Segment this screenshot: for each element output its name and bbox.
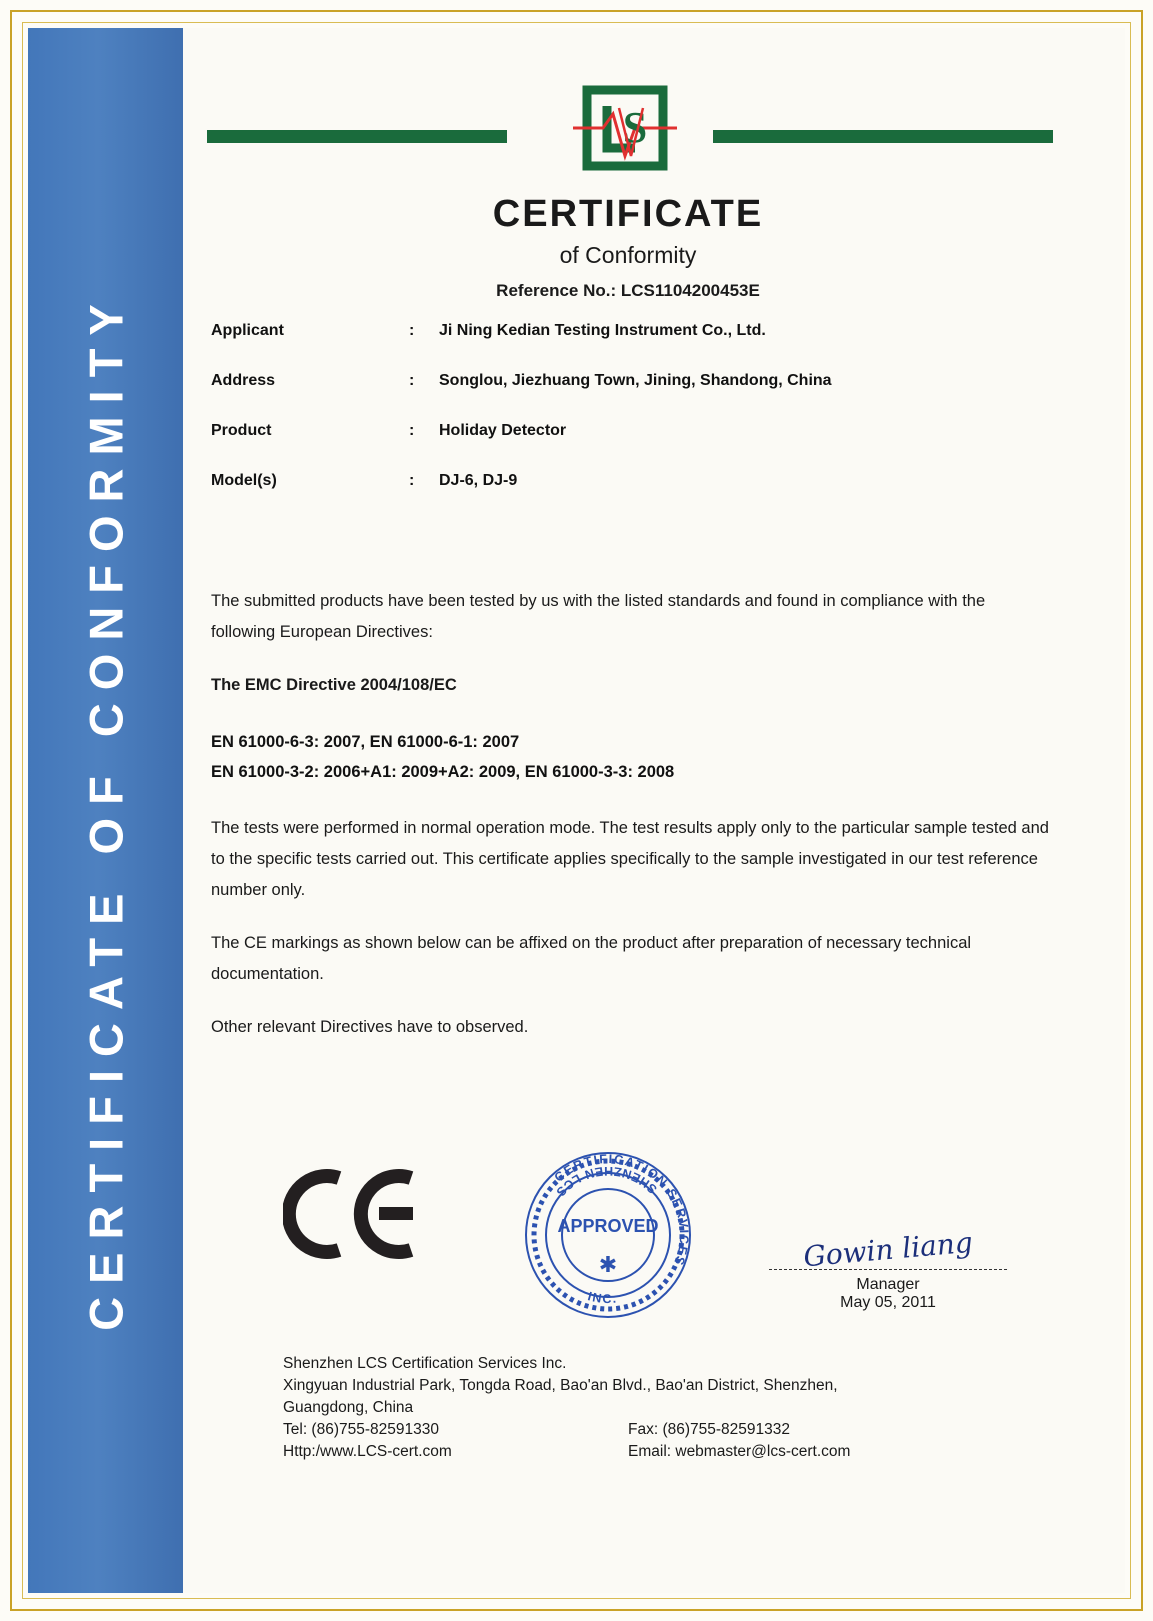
ce-mark-icon bbox=[283, 1166, 413, 1256]
other-paragraph: Other relevant Directives have to observed. bbox=[211, 1018, 529, 1036]
logo-row bbox=[183, 78, 1125, 198]
field-label-applicant: Applicant bbox=[211, 322, 284, 339]
footer-fax: Fax: (86)755-82591332 bbox=[628, 1421, 791, 1438]
svg-text:APPROVED: APPROVED bbox=[557, 1216, 659, 1236]
field-row bbox=[211, 472, 1051, 490]
standards-block bbox=[211, 727, 1051, 787]
svg-text:SHENZHEN LCS: SHENZHEN LCS bbox=[552, 1163, 660, 1201]
signature-area bbox=[763, 1225, 1013, 1312]
side-band-text: CERTIFICATE OF CONFORMITY bbox=[79, 290, 132, 1331]
lcs-logo-icon bbox=[573, 84, 677, 188]
field-separator: : bbox=[409, 322, 415, 339]
svg-text:CERTIFICATION SERVICES: CERTIFICATION SERVICES bbox=[551, 1151, 692, 1269]
title-block bbox=[183, 193, 1073, 301]
footer-company: Shenzhen LCS Certification Services Inc. bbox=[283, 1355, 567, 1372]
certificate-content bbox=[183, 28, 1125, 1593]
field-label-address: Address bbox=[211, 372, 276, 389]
svg-text:✱: ✱ bbox=[598, 1252, 618, 1277]
signature-role: Manager bbox=[856, 1276, 920, 1293]
footer-web-row bbox=[283, 1441, 1073, 1463]
footer-http[interactable]: Http:/www.LCS-cert.com bbox=[283, 1443, 452, 1460]
svg-text:INC.: INC. bbox=[586, 1289, 619, 1307]
footer-address-line2: Guangdong, China bbox=[283, 1399, 414, 1416]
field-separator: : bbox=[409, 422, 415, 439]
field-value-applicant: Ji Ning Kedian Testing Instrument Co., Ltd. bbox=[439, 322, 766, 339]
footer-address-line1: Xingyuan Industrial Park, Tongda Road, Bao'an Blvd., Bao'an District, Shenzhen, bbox=[283, 1377, 838, 1394]
svg-text:S: S bbox=[622, 103, 648, 152]
marks-area bbox=[183, 1128, 1073, 1378]
field-separator: : bbox=[409, 372, 415, 389]
approval-stamp bbox=[513, 1140, 703, 1330]
footer-tel: Tel: (86)755-82591330 bbox=[283, 1421, 439, 1438]
footer-contact-row bbox=[283, 1419, 1073, 1441]
field-value-models: DJ-6, DJ-9 bbox=[439, 472, 518, 489]
footer-email[interactable]: Email: webmaster@lcs-cert.com bbox=[628, 1443, 851, 1460]
signature-date: May 05, 2011 bbox=[840, 1294, 936, 1311]
side-band bbox=[28, 28, 183, 1593]
body-block bbox=[211, 586, 1051, 1065]
field-row bbox=[211, 422, 1051, 440]
marking-paragraph: The CE markings as shown below can be affixed on the product after preparation of necessary technical documentation. bbox=[211, 934, 972, 983]
footer bbox=[283, 1353, 1073, 1463]
field-label-models: Model(s) bbox=[211, 472, 277, 489]
green-rule-left bbox=[207, 130, 507, 143]
reference-number: Reference No.: LCS1104200453E bbox=[496, 281, 760, 300]
standard-line: EN 61000-3-2: 2006+A1: 2009+A2: 2009, EN 61000-3-3: 2008 bbox=[211, 763, 675, 781]
directive-line: The EMC Directive 2004/108/EC bbox=[211, 676, 457, 694]
page-title: CERTIFICATE bbox=[492, 193, 764, 235]
field-separator: : bbox=[409, 472, 415, 489]
green-rule-right bbox=[713, 130, 1053, 143]
field-row bbox=[211, 372, 1051, 390]
intro-paragraph: The submitted products have been tested by us with the listed standards and found in compliance with the following European Directives: bbox=[211, 592, 986, 641]
field-label-product: Product bbox=[211, 422, 272, 439]
field-value-product: Holiday Detector bbox=[439, 422, 567, 439]
field-row bbox=[211, 322, 1051, 340]
page-subtitle: of Conformity bbox=[559, 242, 697, 268]
field-list bbox=[211, 322, 1051, 522]
tests-paragraph: The tests were performed in normal operation mode. The test results apply only to the particular sample tested and to the specific tests carried out. This certificate applies specifically to the sample investigated in our test reference number only. bbox=[211, 819, 1049, 899]
signature-script: Gowin liang bbox=[802, 1225, 974, 1274]
field-value-address: Songlou, Jiezhuang Town, Jining, Shandong, China bbox=[439, 372, 832, 389]
standard-line: EN 61000-6-3: 2007, EN 61000-6-1: 2007 bbox=[211, 733, 520, 751]
